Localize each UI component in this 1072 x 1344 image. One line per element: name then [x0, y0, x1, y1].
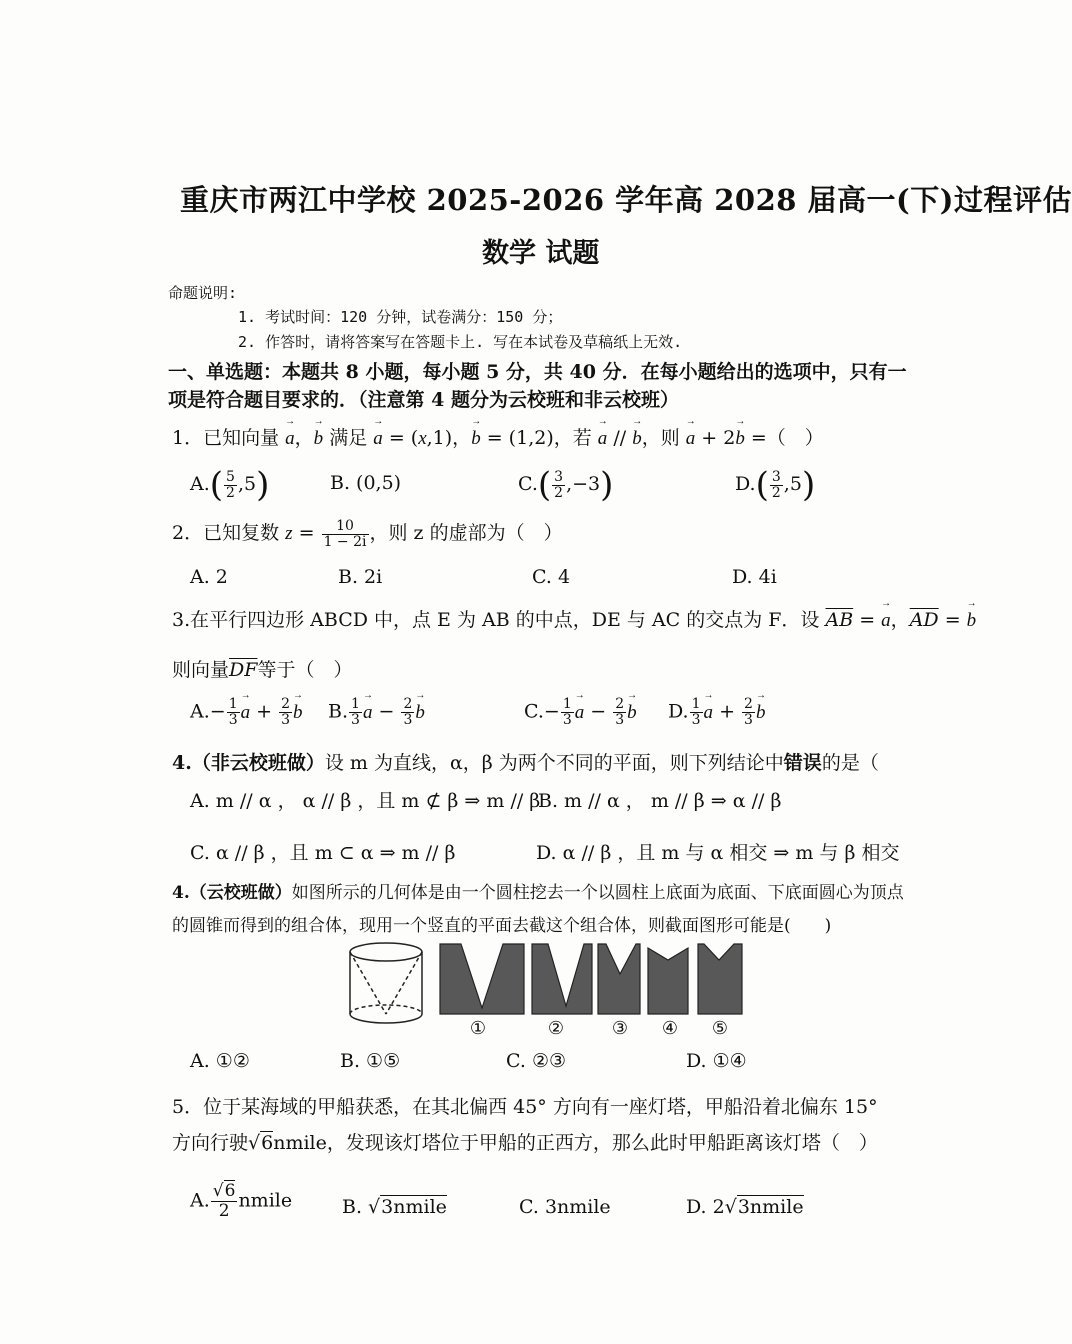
- option-label: D.: [735, 473, 756, 495]
- q2-stem-b: ，则 z 的虚部为（ ）: [369, 522, 563, 544]
- q4b-figure: [340, 938, 760, 1038]
- q5-option-a: A. $\frac{√6}{2}$ nmile: [190, 1181, 293, 1221]
- q1-stem-a: 已知向量: [203, 427, 280, 449]
- question-4b-stem-line2: 的圆锥而得到的组合体，现用一个竖直的平面去截这个组合体，则截面图形可能是( ): [172, 916, 832, 936]
- section-heading-line2: 项是符合题目要求的．（注意第 4 题分为云校班和非云校班）: [168, 389, 679, 411]
- q4a-option-d: D. α // β ，且 m 与 α 相交 ⇒ m 与 β 相交: [536, 842, 900, 864]
- q2-option-c: C. 4: [532, 566, 571, 588]
- q4b-tag: 4.（云校班做）: [172, 883, 292, 903]
- figure-label-5: ⑤: [711, 1018, 729, 1039]
- option-label: A.: [190, 700, 210, 723]
- question-4b-stem-line1: [172, 878, 904, 903]
- q1-stem-b: 满足: [329, 427, 368, 449]
- question-5-stem-line2: 方向行驶√6nmile，发现该灯塔位于甲船的正西方，那么此时甲船距离该灯塔（ ）: [172, 1132, 878, 1154]
- option-unit: 3nmile: [381, 1196, 447, 1218]
- q4b-text: 如图所示的几何体是由一个圆柱挖去一个以圆柱上底面为底面、下底面圆心为顶点: [291, 883, 904, 903]
- q5-option-d: D. 2√3nmile: [686, 1196, 804, 1218]
- q2-option-b: B. 2i: [338, 566, 383, 588]
- q3-option-b: B. $\frac{1}{3}$ → a − $\frac{2}{3}$ → b: [328, 697, 425, 728]
- option-label: A.: [190, 473, 210, 495]
- q3-text: 3.在平行四边形 ABCD 中，点 E 为 AB 的中点，DE 与 AC 的交点为 F．设: [172, 609, 820, 631]
- question-2-stem: 2．已知复数 z = $\frac{10}{1 - 2i}$ ，则 z 的虚部为（ ）: [172, 517, 563, 550]
- question-5-stem-line1: 5．位于某海域的甲船获悉，在其北偏西 45° 方向有一座灯塔，甲船沿着北偏东 15°: [172, 1096, 878, 1118]
- section-shape-1: [440, 944, 524, 1014]
- q3-option-c: C.− $\frac{1}{3}$ → a − $\frac{2}{3}$ → b: [524, 697, 637, 728]
- q4a-text-end: 的是（: [821, 752, 879, 774]
- q4b-option-c: C. ②③: [506, 1050, 567, 1072]
- q4a-text: 设 m 为直线，α，β 为两个不同的平面，则下列结论中: [324, 752, 784, 774]
- question-number: 2．: [172, 522, 204, 544]
- q4a-option-c: C. α // β ，且 m ⊂ α ⇒ m // β: [190, 842, 456, 864]
- section-shape-4: [648, 948, 688, 1014]
- cylinder-figure: [350, 943, 422, 1023]
- q1-option-b: B. (0,5): [330, 472, 402, 494]
- page-title: 重庆市两江中学校 2025-2026 学年高 2028 届高一(下)过程评估: [180, 183, 1072, 217]
- q4a-emphasis: 错误: [783, 752, 822, 774]
- q3-text-b: 等于（ ）: [257, 659, 353, 681]
- q4b-option-a: A. ①②: [190, 1050, 250, 1072]
- question-3-stem-line1: 3.在平行四边形 ABCD 中，点 E 为 AB 的中点，DE 与 AC 的交点为 F．设 $\overline{AB}$ = → a，$\overline{AD}$ = → b: [172, 605, 976, 632]
- option-unit: nmile: [238, 1189, 293, 1212]
- section-shape-3: [598, 944, 640, 1014]
- figure-label-4: ④: [661, 1018, 679, 1039]
- page-subtitle: 数学 试题: [482, 238, 600, 269]
- q3-option-d: D. $\frac{1}{3}$ → a + $\frac{2}{3}$ → b: [668, 697, 765, 728]
- option-label: A.: [190, 1189, 210, 1212]
- q1-option-a: A.( $\frac{5}{2}$ ,5): [190, 465, 270, 505]
- q5-sqrt-value: 6: [261, 1132, 274, 1154]
- option-label: C.: [518, 473, 538, 495]
- q5-text-c: nmile，发现该灯塔位于甲船的正西方，那么此时甲船距离该灯塔（ ）: [273, 1132, 878, 1154]
- option-label: C.: [524, 700, 544, 723]
- q5-text-a: 方向行驶: [172, 1132, 249, 1154]
- q4b-option-d: D. ①④: [686, 1050, 747, 1072]
- q2-option-d: D. 4i: [732, 566, 777, 588]
- q4a-tag: 4.（非云校班做）: [172, 752, 325, 774]
- q4b-option-b: B. ①⑤: [340, 1050, 401, 1072]
- question-3-stem-line2: 则向量$\overline{DF}$等于（ ）: [172, 659, 353, 681]
- q2-option-a: A. 2: [190, 566, 228, 588]
- q2-stem-a: 已知复数: [203, 522, 280, 544]
- q4a-option-b: B. m // α ， m // β ⇒ α // β: [538, 790, 782, 812]
- option-label: B.: [342, 1196, 363, 1218]
- q3-text-a: 则向量: [172, 659, 230, 681]
- section-shape-5: [698, 944, 742, 1014]
- q1-option-d: D.( $\frac{3}{2}$ ,5): [735, 465, 816, 505]
- option-label: D. 2: [686, 1196, 725, 1218]
- note-item-1: 1. 考试时间：120 分钟，试卷满分：150 分；: [238, 308, 563, 326]
- notes-heading: 命题说明:: [168, 284, 238, 302]
- section-heading-line1: 一、单选题：本题共 8 小题，每小题 5 分，共 40 分．在每小题给出的选项中，只有一: [168, 361, 907, 383]
- q1-stem-e: =（ ）: [750, 427, 824, 449]
- question-number: 1．: [172, 427, 204, 449]
- note-item-2: 2. 作答时，请将答案写在答题卡上. 写在本试卷及草稿纸上无效.: [238, 333, 683, 351]
- section-shape-2: [532, 944, 592, 1014]
- q3-option-a: A.− $\frac{1}{3}$ → a + $\frac{2}{3}$ → b: [190, 697, 303, 728]
- q1-stem-c: ，若: [553, 427, 592, 449]
- figure-label-1: ①: [469, 1018, 487, 1039]
- option-label: D.: [668, 700, 689, 723]
- q5-option-b: B. √3nmile: [342, 1196, 447, 1218]
- question-4a-stem: [172, 748, 879, 775]
- q5-option-c: C. 3nmile: [519, 1196, 611, 1218]
- figure-label-3: ③: [611, 1018, 629, 1039]
- q1-option-c: C.( $\frac{3}{2}$ ,−3): [518, 465, 614, 505]
- figure-label-2: ②: [547, 1018, 565, 1039]
- option-label: B.: [328, 700, 349, 723]
- q4a-option-a: A. m // α ， α // β ，且 m ⊄ β ⇒ m // β: [190, 790, 541, 812]
- question-1-stem: 1．已知向量 → a，→ b 满足 → a = (x,1)，→ b = (1,2)，若 → a // → b，则 → a + 2→ b =（ ）: [172, 423, 824, 450]
- q1-stem-d: ，则: [641, 427, 680, 449]
- option-unit: 3nmile: [737, 1196, 804, 1218]
